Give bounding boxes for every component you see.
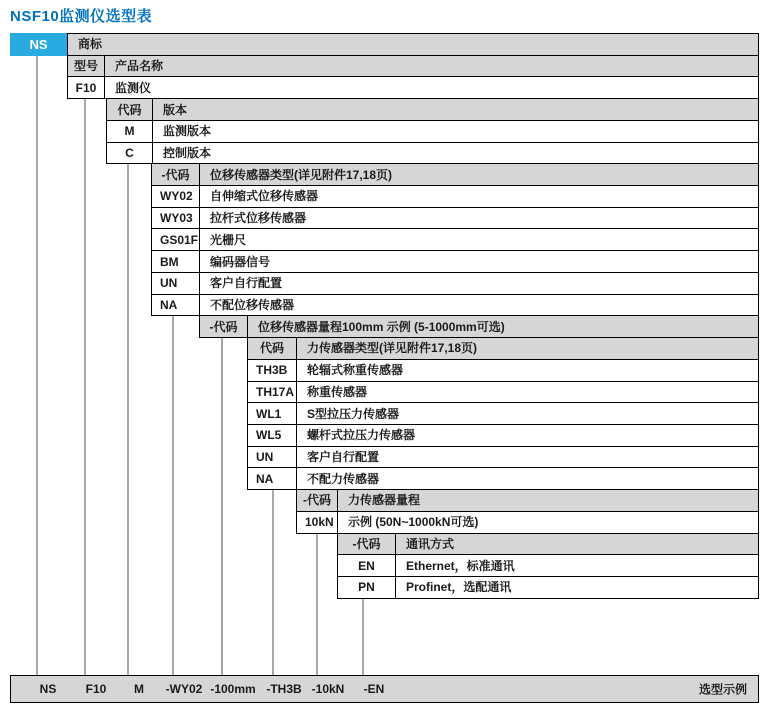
selector-row	[248, 447, 758, 469]
example-bar	[10, 675, 759, 703]
description-cell: 位移传感器类型(详见附件17,18页)	[210, 167, 393, 182]
selector-row	[338, 555, 758, 577]
example-code: NS	[39, 682, 57, 696]
code-cell: WL1	[248, 403, 297, 424]
description-cell: 客户自行配置	[307, 450, 380, 465]
connector-line	[36, 56, 38, 675]
description-cell: Profinet，选配通讯	[406, 580, 512, 595]
example-code: -100mm	[210, 682, 256, 696]
selector-row	[152, 208, 758, 230]
selector-row	[248, 403, 758, 425]
code-cell: WY02	[152, 186, 200, 207]
description-cell: 位移传感器量程100mm 示例 (5-1000mm可选)	[258, 319, 505, 334]
connector-line	[84, 98, 86, 675]
example-code: M	[134, 682, 144, 696]
connector-line	[221, 337, 223, 675]
selector-row	[68, 77, 758, 98]
example-code: -EN	[363, 682, 385, 696]
code-cell: BM	[152, 251, 200, 272]
description-cell: 版本	[163, 102, 188, 117]
connector-line	[172, 315, 174, 675]
selector-row	[107, 143, 758, 164]
code-cell: -代码	[200, 316, 248, 337]
description-cell: 不配力传感器	[307, 471, 380, 486]
code-cell: 10kN	[297, 512, 338, 533]
code-cell: M	[107, 121, 153, 142]
selector-block	[337, 533, 759, 599]
description-cell: Ethernet，标准通讯	[406, 558, 515, 573]
description-cell: 称重传感器	[307, 384, 368, 399]
selector-row	[248, 468, 758, 489]
description-cell: 自伸缩式位移传感器	[210, 189, 319, 204]
description-cell: 光栅尺	[210, 232, 247, 247]
code-cell: -代码	[297, 490, 338, 511]
selector-block	[296, 489, 759, 533]
example-code: -TH3B	[266, 682, 302, 696]
selector-row	[248, 338, 758, 360]
selector-block	[67, 33, 759, 56]
code-cell: NA	[152, 295, 200, 316]
selector-row	[152, 229, 758, 251]
description-cell: 轮辐式称重传感器	[307, 363, 404, 378]
selector-row	[248, 382, 758, 404]
code-cell: WL5	[248, 425, 297, 446]
connector-line	[272, 489, 274, 675]
selector-row	[152, 295, 758, 316]
code-cell: TH17A	[248, 382, 297, 403]
selector-row	[68, 34, 758, 55]
code-cell: 代码	[248, 338, 297, 359]
description-cell: 拉杆式位移传感器	[210, 211, 307, 226]
selector-row	[338, 577, 758, 598]
selector-row	[152, 164, 758, 186]
description-cell: 力传感器量程	[348, 493, 421, 508]
selector-block	[67, 55, 759, 99]
connector-line	[362, 598, 364, 675]
selector-row	[297, 512, 758, 533]
code-cell: -代码	[338, 534, 396, 555]
code-cell: WY03	[152, 208, 200, 229]
code-cell: F10	[68, 77, 105, 98]
selector-row	[248, 360, 758, 382]
description-cell: 客户自行配置	[210, 276, 283, 291]
description-cell: 螺杆式拉压力传感器	[307, 428, 416, 443]
selector-row	[107, 99, 758, 121]
description-cell: S型拉压力传感器	[307, 406, 400, 421]
code-cell: C	[107, 143, 153, 164]
selector-row	[200, 316, 758, 337]
code-cell: -代码	[152, 164, 200, 185]
description-cell: 监测版本	[163, 124, 212, 139]
brand-code-cell: NS	[10, 33, 67, 56]
example-caption: 选型示例	[698, 682, 747, 697]
code-cell: UN	[152, 273, 200, 294]
description-cell: 编码器信号	[210, 254, 271, 269]
selector-row	[107, 121, 758, 143]
code-cell: 型号	[68, 56, 105, 77]
page-title: NSF10监测仪选型表	[10, 8, 153, 25]
selector-block	[199, 315, 759, 338]
selector-row	[297, 490, 758, 512]
connector-line	[316, 533, 318, 675]
selector-row	[152, 251, 758, 273]
connector-line	[127, 163, 129, 675]
selector-block	[151, 163, 759, 316]
description-cell: 产品名称	[115, 59, 164, 74]
selector-row	[248, 425, 758, 447]
code-cell: UN	[248, 447, 297, 468]
code-cell: GS01F	[152, 229, 200, 250]
code-cell: PN	[338, 577, 396, 598]
selector-block	[106, 98, 759, 164]
description-cell: 力传感器类型(详见附件17,18页)	[307, 341, 478, 356]
selector-row	[152, 273, 758, 295]
selector-row	[152, 186, 758, 208]
description-cell: 商标	[78, 37, 103, 52]
code-cell: 代码	[107, 99, 153, 120]
description-cell: 不配位移传感器	[210, 297, 295, 312]
selector-block	[247, 337, 759, 490]
example-code: F10	[85, 682, 107, 696]
code-cell: EN	[338, 555, 396, 576]
example-code: -WY02	[165, 682, 203, 696]
example-code: -10kN	[311, 682, 345, 696]
description-cell: 监测仪	[115, 80, 152, 95]
code-cell: NA	[248, 468, 297, 489]
description-cell: 示例 (50N~1000kN可选)	[348, 515, 479, 530]
description-cell: 通讯方式	[406, 536, 455, 551]
description-cell: 控制版本	[163, 145, 212, 160]
selector-row	[68, 56, 758, 78]
code-cell: TH3B	[248, 360, 297, 381]
selector-row	[338, 534, 758, 556]
